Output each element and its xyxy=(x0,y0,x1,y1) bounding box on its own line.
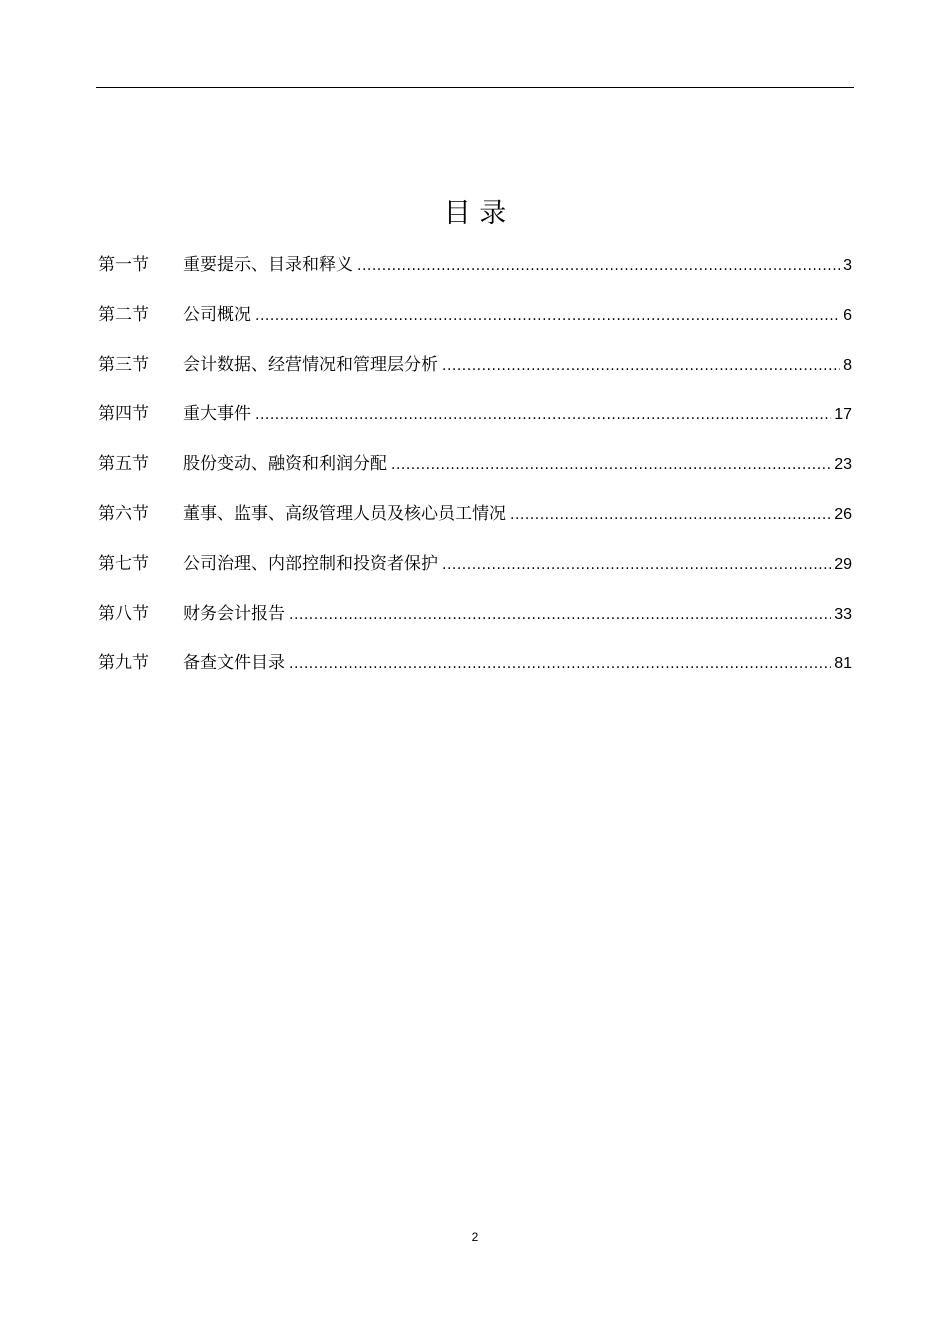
toc-entry-1[interactable] xyxy=(98,250,852,300)
toc-page-number: 23 xyxy=(834,456,852,474)
toc-leader-dots xyxy=(255,400,831,430)
toc-entry-2[interactable] xyxy=(98,300,852,350)
toc-section-label: 第八节 xyxy=(98,603,149,624)
toc-entry-4[interactable] xyxy=(98,399,852,449)
toc-page-number: 8 xyxy=(843,356,852,374)
toc-heading: 重大事件 xyxy=(183,404,251,425)
page-footer-number: 2 xyxy=(471,1230,479,1244)
toc-page-number: 6 xyxy=(843,306,852,324)
toc-entry-3[interactable] xyxy=(98,350,852,400)
toc-leader-dots xyxy=(289,649,831,679)
toc-heading: 公司概况 xyxy=(183,304,251,325)
toc-leader-dots xyxy=(391,450,831,480)
table-of-contents xyxy=(98,250,852,698)
toc-leader-dots xyxy=(510,500,831,530)
toc-page-number: 33 xyxy=(834,605,852,623)
toc-heading: 备查文件目录 xyxy=(183,653,285,674)
toc-section-label: 第一节 xyxy=(98,255,149,275)
toc-page-number: 29 xyxy=(834,555,852,573)
toc-entry-8[interactable] xyxy=(98,599,852,649)
toc-page-number: 26 xyxy=(834,505,852,523)
toc-section-label: 第六节 xyxy=(98,503,149,524)
toc-heading: 公司治理、内部控制和投资者保护 xyxy=(183,553,438,574)
toc-page-number: 81 xyxy=(834,655,852,673)
toc-section-label: 第四节 xyxy=(98,404,149,425)
toc-entry-9[interactable] xyxy=(98,648,852,698)
toc-entry-7[interactable] xyxy=(98,549,852,599)
header-rule xyxy=(96,87,854,88)
toc-section-label: 第二节 xyxy=(98,304,149,325)
toc-heading: 董事、监事、高级管理人员及核心员工情况 xyxy=(183,503,506,524)
toc-page-number: 3 xyxy=(843,257,852,274)
toc-entry-6[interactable] xyxy=(98,499,852,549)
toc-section-label: 第三节 xyxy=(98,354,149,375)
toc-entry-5[interactable] xyxy=(98,449,852,499)
toc-leader-dots xyxy=(442,550,831,580)
toc-heading: 重要提示、目录和释义 xyxy=(183,255,353,275)
toc-leader-dots xyxy=(357,251,840,281)
toc-leader-dots xyxy=(442,351,840,381)
toc-section-label: 第七节 xyxy=(98,553,149,574)
toc-section-label: 第五节 xyxy=(98,454,149,475)
toc-page-number: 17 xyxy=(834,406,852,424)
toc-leader-dots xyxy=(289,600,831,630)
toc-title: 目 录 xyxy=(443,198,507,229)
toc-heading: 股份变动、融资和利润分配 xyxy=(183,454,387,475)
toc-leader-dots xyxy=(255,301,840,331)
toc-heading: 财务会计报告 xyxy=(183,603,285,624)
toc-heading: 会计数据、经营情况和管理层分析 xyxy=(183,354,438,375)
toc-section-label: 第九节 xyxy=(98,653,149,674)
